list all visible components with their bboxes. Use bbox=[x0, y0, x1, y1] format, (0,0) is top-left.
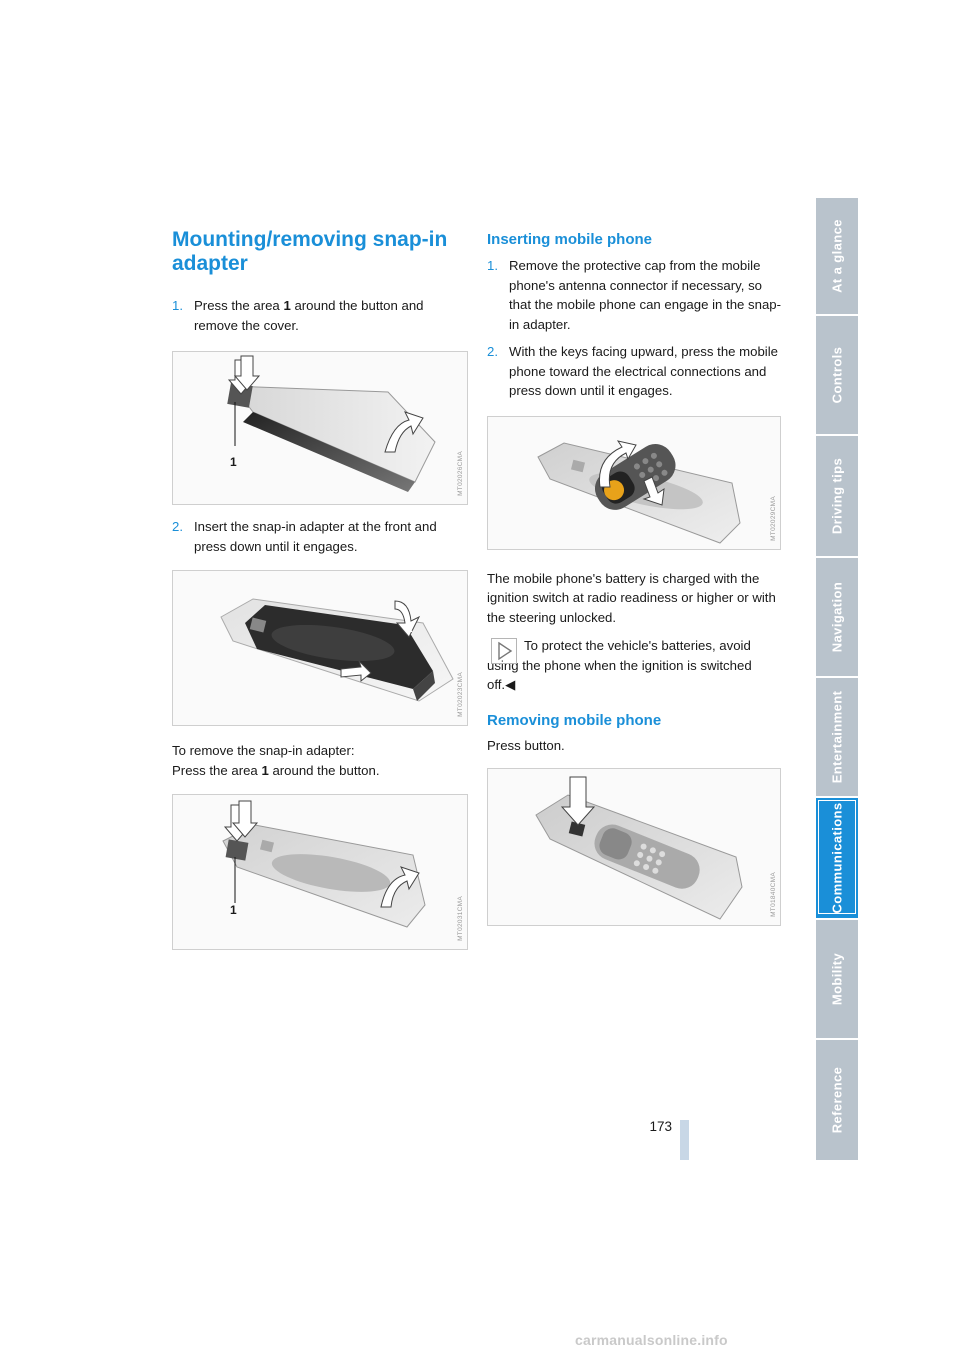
step-number: 1. bbox=[487, 258, 498, 273]
area-reference: 1 bbox=[283, 298, 291, 313]
inserting-phone-title: Inserting mobile phone bbox=[487, 231, 653, 248]
figure-remove-cover bbox=[172, 351, 468, 505]
remove-phone-illustration bbox=[488, 769, 781, 926]
figure-callout: 2 bbox=[406, 621, 413, 635]
figure-callout: 1 bbox=[230, 903, 237, 917]
press-button-text: Press button. bbox=[487, 737, 565, 753]
caution-note bbox=[487, 636, 783, 695]
mount-steps bbox=[172, 296, 468, 335]
figure-remove-adapter bbox=[172, 794, 468, 950]
tab-controls[interactable]: Controls bbox=[816, 316, 858, 436]
page-marker-bar bbox=[680, 1120, 689, 1160]
step-number: 1. bbox=[172, 298, 183, 313]
step-2: 2. With the keys facing upward, press the mobile phone toward the electrical connections and press down until it engages. bbox=[487, 344, 779, 398]
tab-communications[interactable]: Communications bbox=[816, 798, 858, 920]
area-reference: 1 bbox=[261, 762, 269, 778]
tab-navigation[interactable]: Navigation bbox=[816, 558, 858, 678]
watermark: carmanualsonline.info bbox=[575, 1332, 728, 1348]
insert-phone-illustration bbox=[488, 417, 781, 550]
figure-code: MT02023CMA bbox=[457, 672, 464, 717]
insert-steps bbox=[487, 256, 783, 401]
step-2: 2. Insert the snap-in adapter at the front and press down until it engages. bbox=[172, 519, 437, 554]
page-number: 173 bbox=[649, 1119, 672, 1134]
step-number: 2. bbox=[487, 344, 498, 359]
step-number: 2. bbox=[172, 519, 183, 534]
figure-code: MT02026CMA bbox=[457, 451, 464, 496]
tab-driving-tips[interactable]: Driving tips bbox=[816, 436, 858, 558]
figure-code: MT02029CMA bbox=[770, 495, 777, 541]
figure-insert-phone bbox=[487, 416, 781, 550]
left-column bbox=[172, 228, 468, 950]
tab-entertainment[interactable]: Entertainment bbox=[816, 678, 858, 798]
mount-steps-cont bbox=[172, 517, 468, 556]
step-1: 1. Press the area 1 around the button and remove the cover. bbox=[172, 298, 424, 333]
step-1: 1. Remove the protective cap from the mobile phone's antenna connector if necessary, so that the mobile phone can engage in the snap-in adapter. bbox=[487, 258, 782, 332]
note-triangle-icon bbox=[491, 638, 517, 664]
remove-cover-illustration bbox=[173, 352, 468, 505]
tab-at-a-glance[interactable]: At a glance bbox=[816, 198, 858, 316]
figure-remove-phone bbox=[487, 768, 781, 926]
remove-adapter-illustration bbox=[173, 795, 468, 950]
tab-reference[interactable]: Reference bbox=[816, 1040, 858, 1160]
chapter-tabs bbox=[816, 198, 858, 1160]
end-marker: ◀ bbox=[505, 677, 516, 692]
insert-adapter-illustration bbox=[173, 571, 468, 726]
figure-insert-adapter bbox=[172, 570, 468, 726]
tab-mobility[interactable]: Mobility bbox=[816, 920, 858, 1040]
removing-phone-title: Removing mobile phone bbox=[487, 711, 662, 729]
note-text: To protect the vehicle's batteries, avoid using the phone when the ignition is switched off. bbox=[487, 638, 752, 692]
battery-charge-text: The mobile phone's battery is charged with the ignition switch at radio readiness or higher or with the steering unlocked. bbox=[487, 570, 776, 625]
figure-code: MT02031CMA bbox=[457, 896, 464, 941]
right-column bbox=[487, 230, 783, 926]
section-title: Mounting/removing snap-in adapter bbox=[172, 228, 448, 275]
figure-callout: 1 bbox=[230, 455, 237, 469]
figure-code: MT01840CMA bbox=[770, 872, 777, 917]
remove-adapter-text: To remove the snap-in adapter: Press the area 1 around the button. bbox=[172, 743, 380, 778]
